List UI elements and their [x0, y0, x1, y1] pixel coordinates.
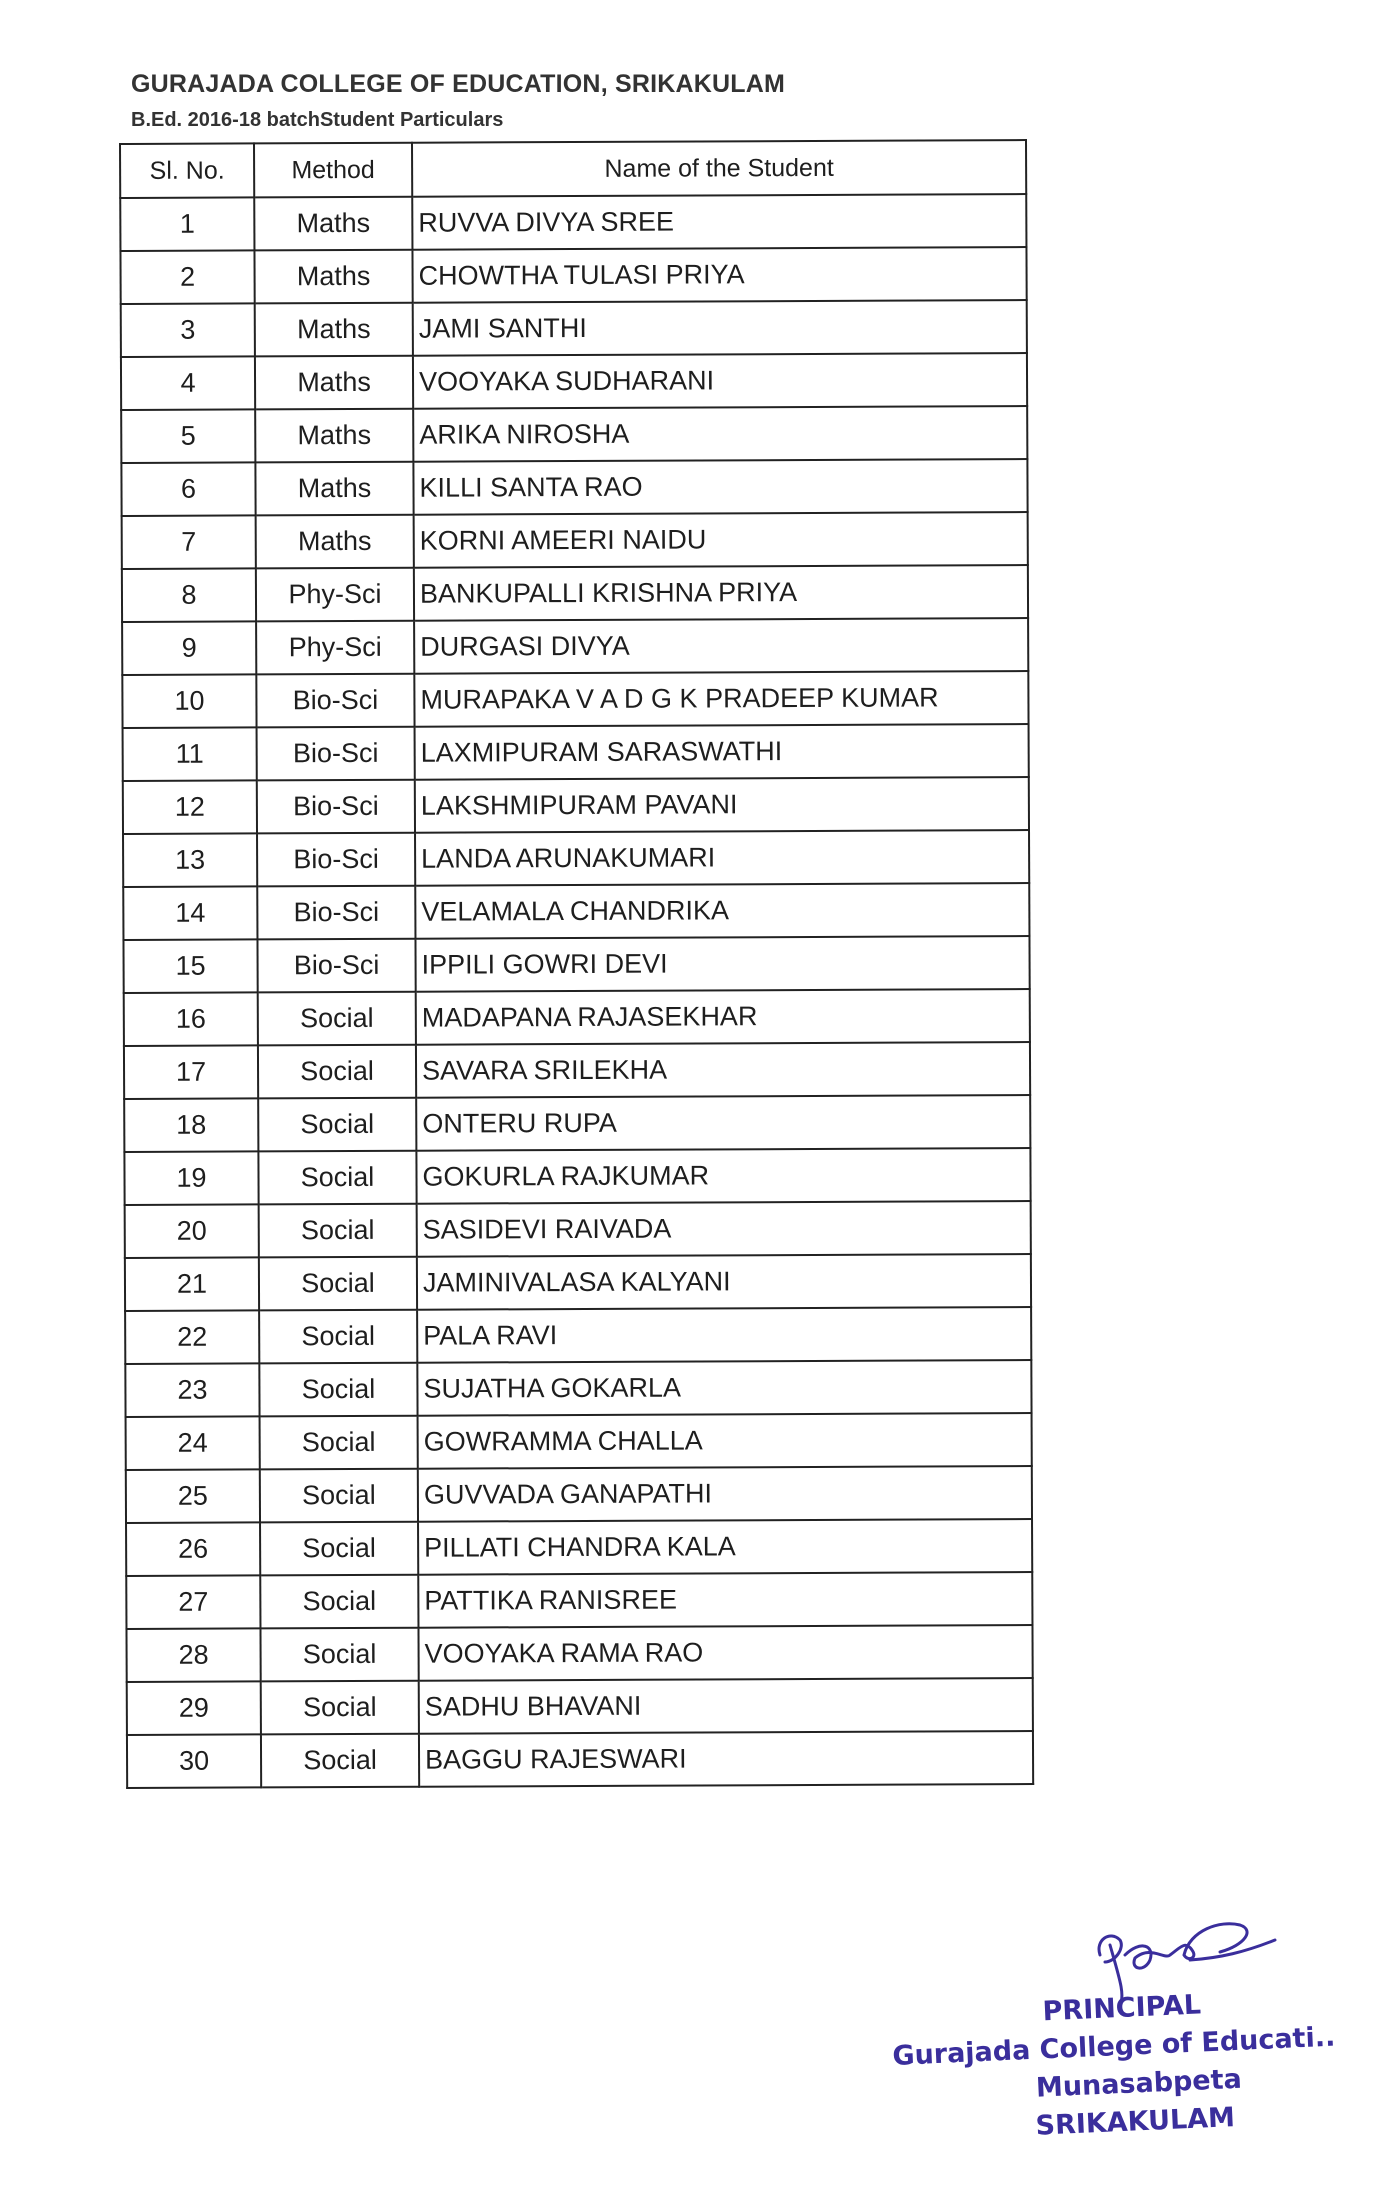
- cell-student-name: IPPILI GOWRI DEVI: [415, 936, 1029, 992]
- cell-student-name: VOOYAKA SUDHARANI: [413, 353, 1027, 409]
- cell-method: Social: [260, 1628, 418, 1682]
- cell-method: Maths: [254, 197, 412, 251]
- table-row: [121, 406, 1027, 463]
- table-row: [122, 671, 1028, 728]
- cell-sl-no: 8: [122, 568, 256, 622]
- table-row: [120, 247, 1026, 304]
- cell-sl-no: 5: [121, 409, 255, 463]
- cell-sl-no: 23: [125, 1363, 259, 1417]
- cell-sl-no: 4: [121, 356, 255, 410]
- cell-student-name: PALA RAVI: [417, 1307, 1031, 1363]
- cell-student-name: RUVVA DIVYA SREE: [412, 194, 1026, 250]
- cell-student-name: SADHU BHAVANI: [419, 1678, 1033, 1734]
- table-row: [125, 1307, 1031, 1364]
- table-row: [126, 1625, 1032, 1682]
- cell-method: Maths: [256, 515, 414, 569]
- cell-method: Maths: [255, 409, 413, 463]
- principal-stamp: [890, 1979, 1376, 2152]
- cell-student-name: MADAPANA RAJASEKHAR: [416, 989, 1030, 1045]
- cell-student-name: CHOWTHA TULASI PRIYA: [412, 247, 1026, 303]
- cell-method: Social: [260, 1416, 418, 1470]
- table-row: [122, 512, 1028, 569]
- cell-sl-no: 18: [124, 1098, 258, 1152]
- cell-method: Bio-Sci: [256, 674, 414, 728]
- table-row: [125, 1360, 1031, 1417]
- page-title: GURAJADA COLLEGE OF EDUCATION, SRIKAKULAM: [131, 70, 786, 98]
- cell-student-name: BANKUPALLI KRISHNA PRIYA: [414, 565, 1028, 621]
- cell-student-name: JAMINIVALASA KALYANI: [417, 1254, 1031, 1310]
- cell-method: Bio-Sci: [257, 727, 415, 781]
- cell-student-name: DURGASI DIVYA: [414, 618, 1028, 674]
- cell-method: Phy-Sci: [256, 621, 414, 675]
- cell-sl-no: 17: [124, 1045, 258, 1099]
- cell-method: Maths: [255, 356, 413, 410]
- table-row: [123, 724, 1029, 781]
- cell-sl-no: 1: [120, 197, 254, 251]
- cell-method: Social: [259, 1204, 417, 1258]
- table-row: [124, 1148, 1030, 1205]
- cell-sl-no: 13: [123, 833, 257, 887]
- cell-student-name: PATTIKA RANISREE: [418, 1572, 1032, 1628]
- table-row: [120, 194, 1026, 251]
- table-row: [124, 1042, 1030, 1099]
- table-row: [121, 459, 1027, 516]
- cell-method: Social: [258, 992, 416, 1046]
- cell-sl-no: 12: [123, 780, 257, 834]
- cell-sl-no: 19: [124, 1151, 258, 1205]
- cell-method: Bio-Sci: [257, 780, 415, 834]
- cell-method: Social: [259, 1310, 417, 1364]
- cell-sl-no: 7: [122, 515, 256, 569]
- cell-student-name: MURAPAKA V A D G K PRADEEP KUMAR: [414, 671, 1028, 727]
- cell-sl-no: 3: [121, 303, 255, 357]
- stamp-line-principal: PRINCIPAL: [1041, 1989, 1202, 2028]
- cell-sl-no: 16: [124, 992, 258, 1046]
- cell-sl-no: 24: [126, 1416, 260, 1470]
- cell-method: Bio-Sci: [257, 939, 415, 993]
- cell-method: Social: [259, 1257, 417, 1311]
- table-row: [126, 1413, 1032, 1470]
- cell-student-name: PILLATI CHANDRA KALA: [418, 1519, 1032, 1575]
- table-row: [124, 1095, 1030, 1152]
- table-row: [123, 830, 1029, 887]
- table-row: [124, 989, 1030, 1046]
- cell-method: Social: [258, 1151, 416, 1205]
- cell-method: Bio-Sci: [257, 833, 415, 887]
- cell-student-name: GUVVADA GANAPATHI: [418, 1466, 1032, 1522]
- cell-sl-no: 30: [127, 1734, 261, 1788]
- cell-student-name: GOWRAMMA CHALLA: [418, 1413, 1032, 1469]
- cell-student-name: SASIDEVI RAIVADA: [417, 1201, 1031, 1257]
- table-row: [126, 1519, 1032, 1576]
- table-row: [122, 618, 1028, 675]
- cell-student-name: KORNI AMEERI NAIDU: [414, 512, 1028, 568]
- cell-student-name: ARIKA NIROSHA: [413, 406, 1027, 462]
- cell-sl-no: 15: [123, 939, 257, 993]
- table-row: [126, 1572, 1032, 1629]
- table-row: [125, 1201, 1031, 1258]
- table-row: [123, 777, 1029, 834]
- cell-sl-no: 9: [122, 621, 256, 675]
- cell-sl-no: 20: [125, 1204, 259, 1258]
- cell-method: Social: [258, 1045, 416, 1099]
- table-header-row: [120, 140, 1026, 198]
- cell-method: Social: [260, 1469, 418, 1523]
- page-subtitle: B.Ed. 2016-18 batchStudent Particulars: [131, 109, 504, 131]
- stamp-line-district: SRIKAKULAM: [1034, 2102, 1236, 2142]
- cell-sl-no: 21: [125, 1257, 259, 1311]
- student-table: [119, 139, 1034, 1789]
- cell-student-name: KILLI SANTA RAO: [413, 459, 1027, 515]
- table-row: [126, 1466, 1032, 1523]
- cell-sl-no: 10: [122, 674, 256, 728]
- cell-student-name: VOOYAKA RAMA RAO: [418, 1625, 1032, 1681]
- cell-student-name: ONTERU RUPA: [416, 1095, 1030, 1151]
- stamp-line-location: Munasabpeta: [1035, 2063, 1243, 2104]
- cell-method: Maths: [255, 303, 413, 357]
- cell-student-name: LAXMIPURAM SARASWATHI: [415, 724, 1029, 780]
- cell-sl-no: 29: [127, 1681, 261, 1735]
- cell-sl-no: 11: [123, 727, 257, 781]
- cell-sl-no: 26: [126, 1522, 260, 1576]
- table-row: [121, 300, 1027, 357]
- cell-method: Social: [259, 1363, 417, 1417]
- table-row: [125, 1254, 1031, 1311]
- signature-stamp-area: [890, 1900, 1370, 2160]
- cell-student-name: SUJATHA GOKARLA: [417, 1360, 1031, 1416]
- column-header-method: Method: [254, 143, 412, 198]
- table-row: [123, 883, 1029, 940]
- cell-student-name: SAVARA SRILEKHA: [416, 1042, 1030, 1098]
- cell-sl-no: 2: [120, 250, 254, 304]
- cell-sl-no: 25: [126, 1469, 260, 1523]
- stamp-line-college: Gurajada College of Educati..: [891, 2021, 1336, 2072]
- table-row: [127, 1731, 1033, 1788]
- cell-student-name: JAMI SANTHI: [413, 300, 1027, 356]
- cell-student-name: VELAMALA CHANDRIKA: [415, 883, 1029, 939]
- cell-method: Social: [260, 1522, 418, 1576]
- column-header-sl-no: Sl. No.: [120, 143, 254, 198]
- table-row: [123, 936, 1029, 993]
- table-row: [122, 565, 1028, 622]
- table-row: [127, 1678, 1033, 1735]
- cell-sl-no: 6: [121, 462, 255, 516]
- cell-method: Phy-Sci: [256, 568, 414, 622]
- cell-student-name: LANDA ARUNAKUMARI: [415, 830, 1029, 886]
- cell-method: Maths: [255, 462, 413, 516]
- cell-method: Social: [258, 1098, 416, 1152]
- cell-sl-no: 22: [125, 1310, 259, 1364]
- cell-student-name: LAKSHMIPURAM PAVANI: [415, 777, 1029, 833]
- cell-sl-no: 14: [123, 886, 257, 940]
- cell-method: Maths: [254, 250, 412, 304]
- column-header-name: Name of the Student: [412, 140, 1026, 197]
- table-row: [121, 353, 1027, 410]
- cell-sl-no: 27: [126, 1575, 260, 1629]
- cell-student-name: BAGGU RAJESWARI: [419, 1731, 1033, 1787]
- cell-method: Social: [261, 1681, 419, 1735]
- cell-sl-no: 28: [126, 1628, 260, 1682]
- cell-student-name: GOKURLA RAJKUMAR: [416, 1148, 1030, 1204]
- cell-method: Bio-Sci: [257, 886, 415, 940]
- cell-method: Social: [260, 1575, 418, 1629]
- cell-method: Social: [261, 1734, 419, 1788]
- table-body: [120, 194, 1033, 1788]
